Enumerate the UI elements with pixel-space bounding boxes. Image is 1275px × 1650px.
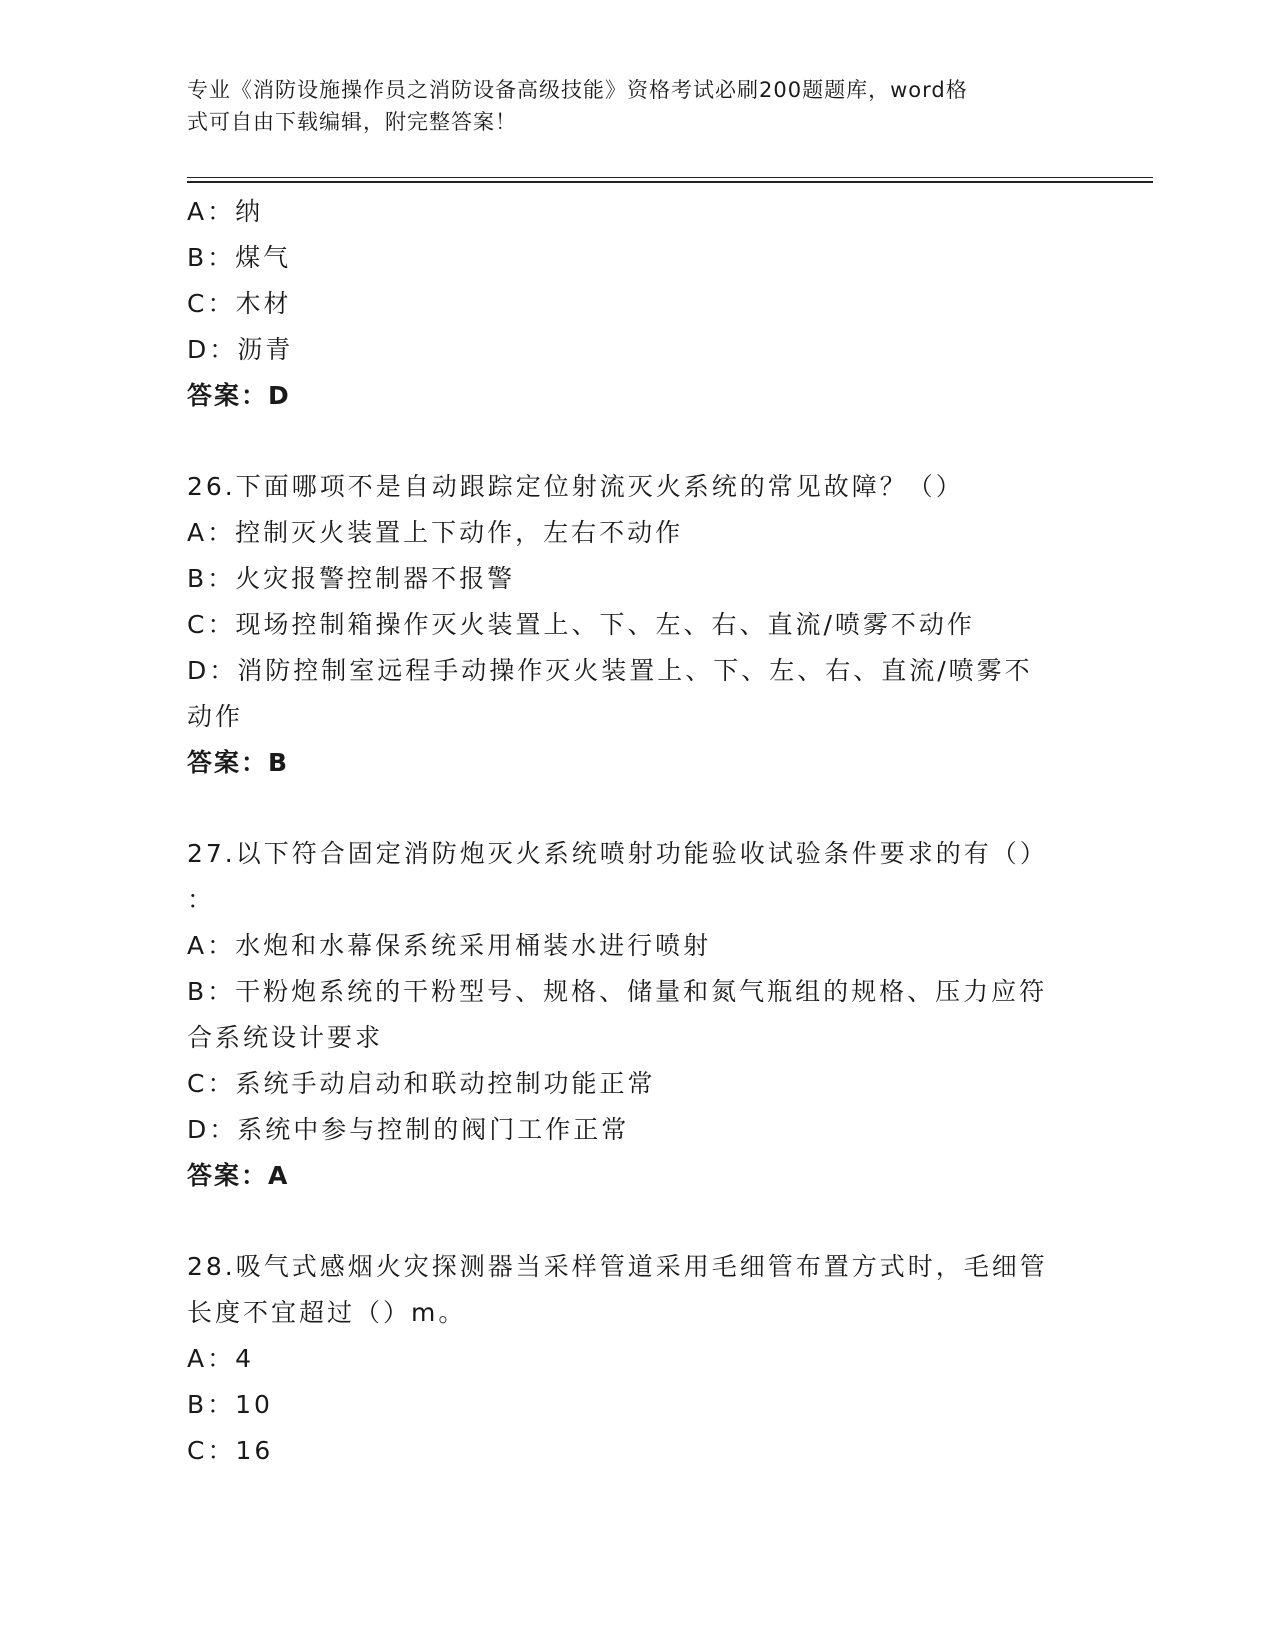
question-26 [187, 464, 1087, 786]
header-divider-thin [187, 177, 1153, 178]
option-c: C：系统手动启动和联动控制功能正常 [187, 1069, 656, 1098]
header-divider-thick [187, 181, 1153, 183]
answer-label: 答案：B [187, 748, 290, 777]
option-a: A：4 [187, 1344, 255, 1373]
question-27 [187, 831, 1087, 1199]
question-text-continued: ： [187, 885, 216, 914]
header-line-2: 式可自由下载编辑，附完整答案！ [187, 110, 517, 134]
option-d: D：消防控制室远程手动操作灭火装置上、下、左、右、直流/喷雾不 [187, 656, 1033, 685]
option-a: A：控制灭火装置上下动作，左右不动作 [187, 518, 684, 547]
header-line-1: 专业《消防设施操作员之消防设备高级技能》资格考试必刷200题题库，word格 [187, 78, 968, 102]
question-text: 26.下面哪项不是自动跟踪定位射流灭火系统的常见故障？（） [187, 472, 964, 501]
question-text: 27.以下符合固定消防炮灭火系统喷射功能验收试验条件要求的有（） [187, 839, 1048, 868]
option-b-continued: 合系统设计要求 [187, 1023, 384, 1052]
spacer [187, 786, 1087, 831]
question-28 [187, 1244, 1087, 1474]
option-c: C：现场控制箱操作灭火装置上、下、左、右、直流/喷雾不动作 [187, 610, 975, 639]
option-a: A：纳 [187, 197, 264, 226]
question-text-continued: 长度不宜超过（）m。 [187, 1298, 467, 1327]
spacer [187, 419, 1087, 464]
question-list [187, 189, 1087, 1474]
option-b: B：煤气 [187, 243, 292, 272]
option-d: D：沥青 [187, 335, 294, 364]
answer-label: 答案：A [187, 1161, 290, 1190]
answer-label: 答案：D [187, 381, 291, 410]
document-header [187, 74, 1087, 138]
question-text: 28.吸气式感烟火灾探测器当采样管道采用毛细管布置方式时，毛细管 [187, 1252, 1048, 1281]
option-c: C：16 [187, 1436, 274, 1465]
option-b: B：火灾报警控制器不报警 [187, 564, 516, 593]
option-a: A：水炮和水幕保系统采用桶装水进行喷射 [187, 931, 712, 960]
option-d: D：系统中参与控制的阀门工作正常 [187, 1115, 630, 1144]
option-c: C：木材 [187, 289, 292, 318]
question-25 [187, 189, 1087, 419]
option-b: B：10 [187, 1390, 273, 1419]
option-b: B：干粉炮系统的干粉型号、规格、储量和氮气瓶组的规格、压力应符 [187, 977, 1048, 1006]
spacer [187, 1199, 1087, 1244]
option-d-continued: 动作 [187, 702, 244, 731]
